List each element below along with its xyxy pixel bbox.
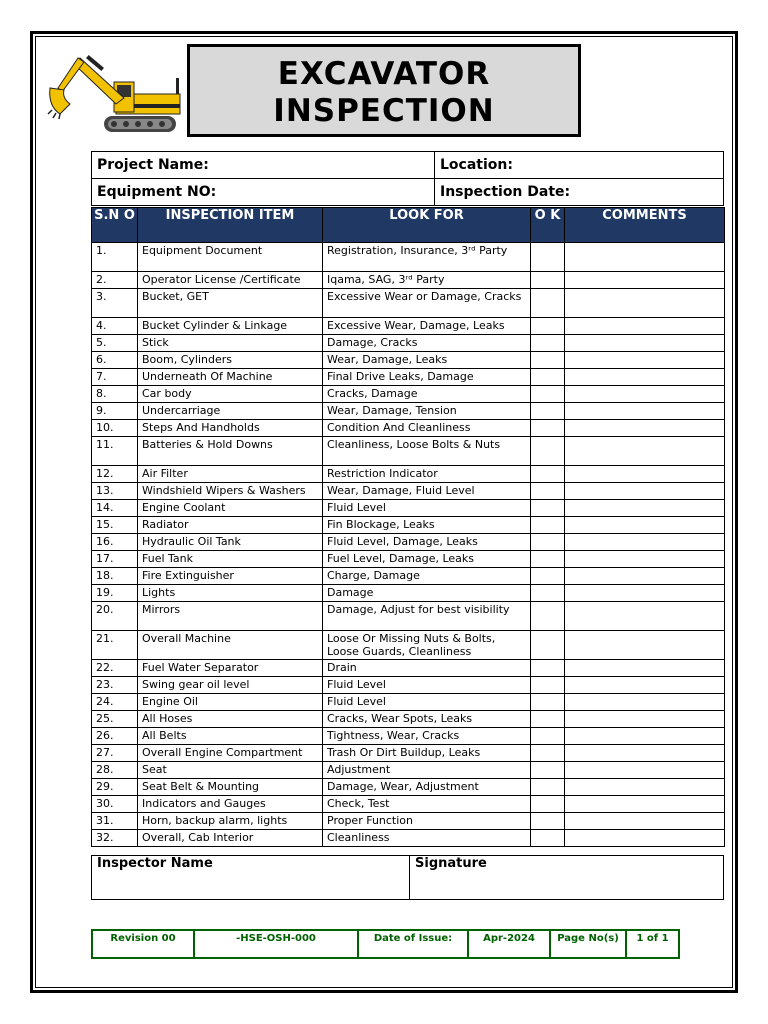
row-look-for: Cracks, Damage [323, 386, 531, 403]
row-look-for: Fin Blockage, Leaks [323, 517, 531, 534]
row-sn: 4. [92, 318, 138, 335]
row-look-for: Wear, Damage, Tension [323, 403, 531, 420]
row-look-for: Fuel Level, Damage, Leaks [323, 551, 531, 568]
table-row [92, 813, 725, 830]
table-row [92, 318, 725, 335]
row-comments-field[interactable] [565, 403, 725, 420]
project-name-field[interactable]: Project Name: [92, 152, 435, 179]
row-comments-field[interactable] [565, 796, 725, 813]
table-row [92, 420, 725, 437]
row-comments-field[interactable] [565, 762, 725, 779]
table-row [92, 386, 725, 403]
row-comments-field[interactable] [565, 694, 725, 711]
row-look-for: Fluid Level [323, 500, 531, 517]
row-look-for: Trash Or Dirt Buildup, Leaks [323, 745, 531, 762]
row-inspection-item: Lights [138, 585, 323, 602]
row-look-for: Drain [323, 660, 531, 677]
table-header-row [92, 208, 725, 243]
inspection-table [91, 207, 725, 847]
document-footer [91, 929, 680, 959]
row-sn: 24. [92, 694, 138, 711]
row-look-for: Cleanliness [323, 830, 531, 847]
row-look-for: Iqama, SAG, 3ʳᵈ Party [323, 272, 531, 289]
table-row [92, 243, 725, 272]
row-sn: 30. [92, 796, 138, 813]
row-inspection-item: Radiator [138, 517, 323, 534]
row-inspection-item: Car body [138, 386, 323, 403]
row-look-for: Damage, Adjust for best visibility [323, 602, 531, 631]
row-inspection-item: Equipment Document [138, 243, 323, 272]
row-look-for: Registration, Insurance, 3ʳᵈ Party [323, 243, 531, 272]
row-comments-field[interactable] [565, 585, 725, 602]
row-ok-checkbox[interactable] [531, 534, 565, 551]
col-header-look-for: LOOK FOR [323, 208, 531, 243]
row-inspection-item: Steps And Handholds [138, 420, 323, 437]
table-row [92, 534, 725, 551]
inspection-date-field[interactable]: Inspection Date: [435, 179, 724, 206]
row-comments-field[interactable] [565, 745, 725, 762]
row-comments-field[interactable] [565, 352, 725, 369]
row-ok-checkbox[interactable] [531, 631, 565, 660]
row-ok-checkbox[interactable] [531, 677, 565, 694]
row-ok-checkbox[interactable] [531, 568, 565, 585]
row-sn: 18. [92, 568, 138, 585]
col-header-ok: O K [531, 208, 565, 243]
row-ok-checkbox[interactable] [531, 335, 565, 352]
row-comments-field[interactable] [565, 437, 725, 466]
row-sn: 2. [92, 272, 138, 289]
row-comments-field[interactable] [565, 728, 725, 745]
row-ok-checkbox[interactable] [531, 243, 565, 272]
row-look-for: Excessive Wear, Damage, Leaks [323, 318, 531, 335]
row-comments-field[interactable] [565, 830, 725, 847]
row-sn: 14. [92, 500, 138, 517]
row-sn: 29. [92, 779, 138, 796]
row-sn: 9. [92, 403, 138, 420]
row-sn: 32. [92, 830, 138, 847]
row-comments-field[interactable] [565, 500, 725, 517]
row-sn: 26. [92, 728, 138, 745]
row-ok-checkbox[interactable] [531, 694, 565, 711]
row-inspection-item: Horn, backup alarm, lights [138, 813, 323, 830]
row-comments-field[interactable] [565, 318, 725, 335]
row-ok-checkbox[interactable] [531, 551, 565, 568]
table-row [92, 711, 725, 728]
footer-date-value: Apr-2024 [468, 930, 550, 958]
table-row [92, 517, 725, 534]
row-look-for: Proper Function [323, 813, 531, 830]
row-ok-checkbox[interactable] [531, 602, 565, 631]
row-inspection-item: Boom, Cylinders [138, 352, 323, 369]
table-row [92, 437, 725, 466]
row-inspection-item: Air Filter [138, 466, 323, 483]
row-comments-field[interactable] [565, 335, 725, 352]
row-inspection-item: Fuel Water Separator [138, 660, 323, 677]
row-sn: 25. [92, 711, 138, 728]
row-sn: 16. [92, 534, 138, 551]
row-ok-checkbox[interactable] [531, 813, 565, 830]
row-ok-checkbox[interactable] [531, 403, 565, 420]
equipment-no-field[interactable]: Equipment NO: [92, 179, 435, 206]
row-comments-field[interactable] [565, 534, 725, 551]
row-sn: 19. [92, 585, 138, 602]
row-ok-checkbox[interactable] [531, 762, 565, 779]
row-look-for: Condition And Cleanliness [323, 420, 531, 437]
row-inspection-item: Bucket, GET [138, 289, 323, 318]
table-row [92, 551, 725, 568]
row-inspection-item: Mirrors [138, 602, 323, 631]
row-sn: 17. [92, 551, 138, 568]
table-row [92, 352, 725, 369]
table-row [92, 660, 725, 677]
row-ok-checkbox[interactable] [531, 483, 565, 500]
footer-page-value: 1 of 1 [626, 930, 679, 958]
table-row [92, 602, 725, 631]
row-look-for: Tightness, Wear, Cracks [323, 728, 531, 745]
row-sn: 31. [92, 813, 138, 830]
row-inspection-item: Swing gear oil level [138, 677, 323, 694]
row-ok-checkbox[interactable] [531, 517, 565, 534]
row-look-for: Restriction Indicator [323, 466, 531, 483]
row-look-for: Fluid Level, Damage, Leaks [323, 534, 531, 551]
row-sn: 11. [92, 437, 138, 466]
row-sn: 22. [92, 660, 138, 677]
row-ok-checkbox[interactable] [531, 318, 565, 335]
row-ok-checkbox[interactable] [531, 272, 565, 289]
row-ok-checkbox[interactable] [531, 500, 565, 517]
row-inspection-item: Stick [138, 335, 323, 352]
table-row [92, 568, 725, 585]
row-comments-field[interactable] [565, 272, 725, 289]
row-sn: 23. [92, 677, 138, 694]
footer-doc-code: -HSE-OSH-000 [194, 930, 358, 958]
title-line-2: INSPECTION [273, 93, 495, 129]
row-look-for: Cracks, Wear Spots, Leaks [323, 711, 531, 728]
project-info-table [91, 151, 724, 206]
row-ok-checkbox[interactable] [531, 420, 565, 437]
row-comments-field[interactable] [565, 711, 725, 728]
table-row [92, 403, 725, 420]
row-ok-checkbox[interactable] [531, 796, 565, 813]
row-ok-checkbox[interactable] [531, 830, 565, 847]
table-row [92, 631, 725, 660]
row-ok-checkbox[interactable] [531, 711, 565, 728]
row-inspection-item: Overall, Cab Interior [138, 830, 323, 847]
table-row [92, 677, 725, 694]
table-row [92, 796, 725, 813]
row-comments-field[interactable] [565, 568, 725, 585]
row-comments-field[interactable] [565, 660, 725, 677]
row-sn: 21. [92, 631, 138, 660]
row-inspection-item: Fire Extinguisher [138, 568, 323, 585]
row-comments-field[interactable] [565, 369, 725, 386]
row-comments-field[interactable] [565, 517, 725, 534]
row-look-for: Final Drive Leaks, Damage [323, 369, 531, 386]
row-inspection-item: All Belts [138, 728, 323, 745]
table-row [92, 694, 725, 711]
row-sn: 7. [92, 369, 138, 386]
row-inspection-item: Seat [138, 762, 323, 779]
row-look-for: Check, Test [323, 796, 531, 813]
signature-field[interactable]: Signature [410, 856, 724, 900]
row-look-for: Damage, Wear, Adjustment [323, 779, 531, 796]
row-look-for: Fluid Level [323, 677, 531, 694]
table-row [92, 466, 725, 483]
table-row [92, 585, 725, 602]
row-inspection-item: Bucket Cylinder & Linkage [138, 318, 323, 335]
row-ok-checkbox[interactable] [531, 745, 565, 762]
row-inspection-item: Overall Engine Compartment [138, 745, 323, 762]
row-look-for: Cleanliness, Loose Bolts & Nuts [323, 437, 531, 466]
row-comments-field[interactable] [565, 386, 725, 403]
row-inspection-item: Batteries & Hold Downs [138, 437, 323, 466]
row-comments-field[interactable] [565, 551, 725, 568]
row-ok-checkbox[interactable] [531, 660, 565, 677]
title-line-1: EXCAVATOR [277, 56, 491, 92]
row-sn: 6. [92, 352, 138, 369]
row-inspection-item: Engine Oil [138, 694, 323, 711]
document-title [187, 44, 581, 137]
row-sn: 10. [92, 420, 138, 437]
row-comments-field[interactable] [565, 289, 725, 318]
row-inspection-item: Indicators and Gauges [138, 796, 323, 813]
row-inspection-item: Operator License /Certificate [138, 272, 323, 289]
row-comments-field[interactable] [565, 466, 725, 483]
row-inspection-item: Windshield Wipers & Washers [138, 483, 323, 500]
table-row [92, 335, 725, 352]
row-inspection-item: All Hoses [138, 711, 323, 728]
footer-revision: Revision 00 [92, 930, 194, 958]
row-look-for: Damage, Cracks [323, 335, 531, 352]
row-comments-field[interactable] [565, 677, 725, 694]
row-comments-field[interactable] [565, 602, 725, 631]
row-sn: 27. [92, 745, 138, 762]
row-inspection-item: Hydraulic Oil Tank [138, 534, 323, 551]
col-header-item: INSPECTION ITEM [138, 208, 323, 243]
row-sn: 1. [92, 243, 138, 272]
table-row [92, 483, 725, 500]
table-row [92, 762, 725, 779]
table-row [92, 500, 725, 517]
row-ok-checkbox[interactable] [531, 728, 565, 745]
row-look-for: Adjustment [323, 762, 531, 779]
row-ok-checkbox[interactable] [531, 437, 565, 466]
row-ok-checkbox[interactable] [531, 289, 565, 318]
row-ok-checkbox[interactable] [531, 779, 565, 796]
row-inspection-item: Undercarriage [138, 403, 323, 420]
row-sn: 15. [92, 517, 138, 534]
row-inspection-item: Engine Coolant [138, 500, 323, 517]
row-comments-field[interactable] [565, 813, 725, 830]
row-sn: 13. [92, 483, 138, 500]
row-sn: 28. [92, 762, 138, 779]
row-inspection-item: Seat Belt & Mounting [138, 779, 323, 796]
signature-table [91, 855, 724, 900]
row-comments-field[interactable] [565, 631, 725, 660]
row-comments-field[interactable] [565, 243, 725, 272]
row-sn: 8. [92, 386, 138, 403]
row-look-for: Fluid Level [323, 694, 531, 711]
table-row [92, 728, 725, 745]
row-look-for: Wear, Damage, Fluid Level [323, 483, 531, 500]
row-look-for: Excessive Wear or Damage, Cracks [323, 289, 531, 318]
footer-date-label: Date of Issue: [358, 930, 468, 958]
table-row [92, 745, 725, 762]
inspector-name-field[interactable]: Inspector Name [92, 856, 410, 900]
location-field[interactable]: Location: [435, 152, 724, 179]
row-sn: 20. [92, 602, 138, 631]
row-look-for: Charge, Damage [323, 568, 531, 585]
row-comments-field[interactable] [565, 483, 725, 500]
table-row [92, 369, 725, 386]
row-look-for: Wear, Damage, Leaks [323, 352, 531, 369]
row-inspection-item: Fuel Tank [138, 551, 323, 568]
row-sn: 3. [92, 289, 138, 318]
row-sn: 12. [92, 466, 138, 483]
row-ok-checkbox[interactable] [531, 585, 565, 602]
table-row [92, 779, 725, 796]
row-ok-checkbox[interactable] [531, 386, 565, 403]
table-row [92, 289, 725, 318]
row-ok-checkbox[interactable] [531, 466, 565, 483]
row-comments-field[interactable] [565, 779, 725, 796]
table-row [92, 830, 725, 847]
col-header-sn: S.N O [92, 208, 138, 243]
col-header-comments: COMMENTS [565, 208, 725, 243]
row-look-for: Damage [323, 585, 531, 602]
row-sn: 5. [92, 335, 138, 352]
excavator-icon [40, 48, 186, 136]
row-ok-checkbox[interactable] [531, 369, 565, 386]
footer-page-label: Page No(s) [550, 930, 626, 958]
row-inspection-item: Underneath Of Machine [138, 369, 323, 386]
row-ok-checkbox[interactable] [531, 352, 565, 369]
table-row [92, 272, 725, 289]
row-look-for: Loose Or Missing Nuts & Bolts, Loose Guards, Cleanliness [323, 631, 531, 660]
row-inspection-item: Overall Machine [138, 631, 323, 660]
row-comments-field[interactable] [565, 420, 725, 437]
